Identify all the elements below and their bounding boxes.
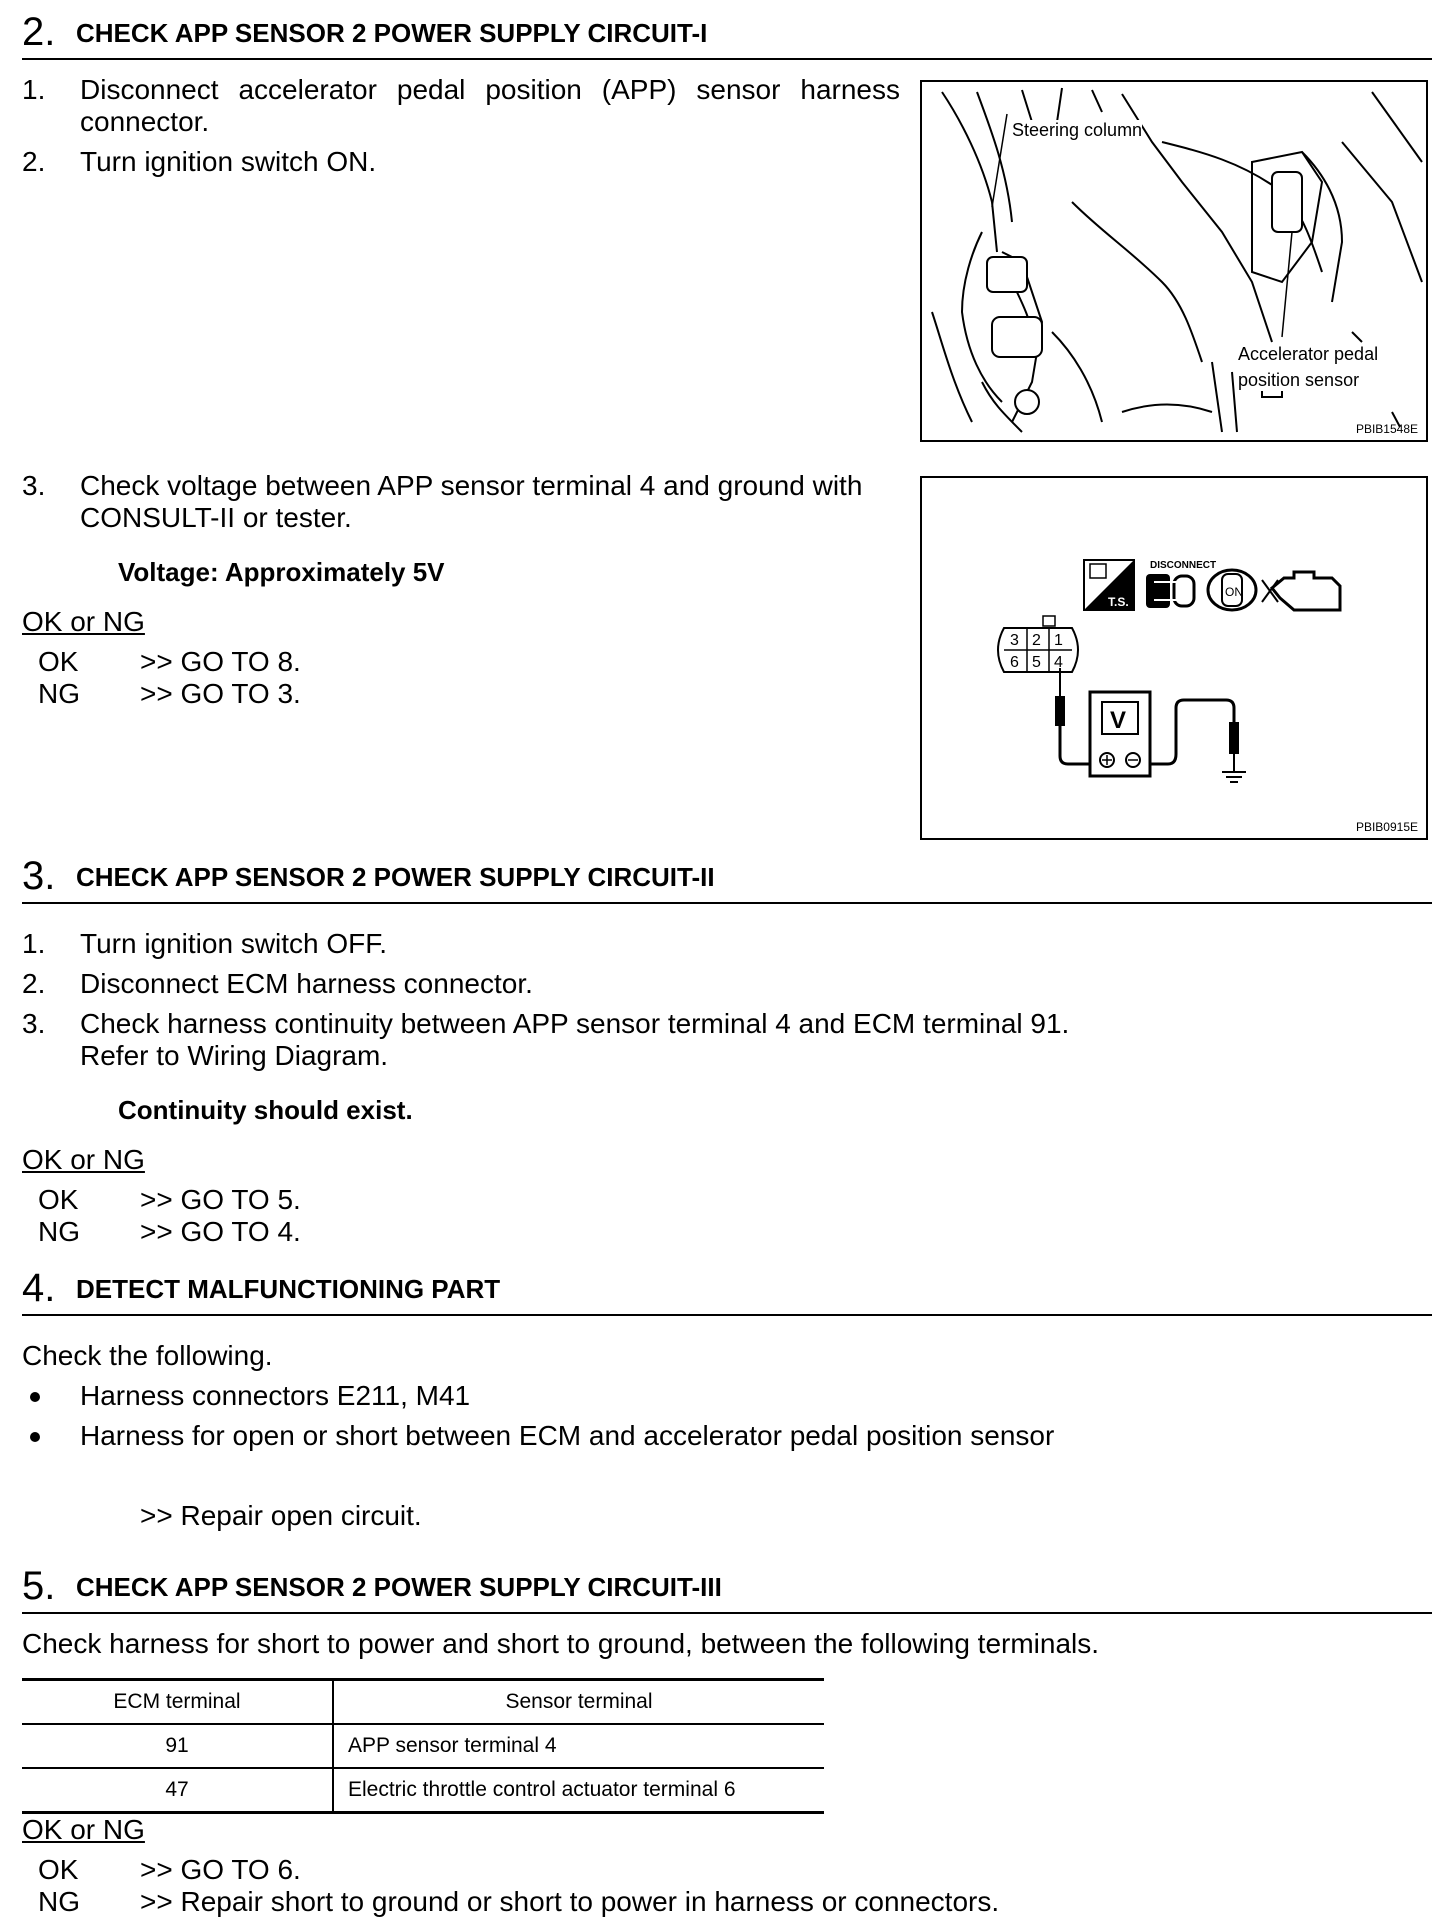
step-4-header — [22, 1268, 1432, 1316]
ok-action: >> GO TO 5. — [140, 1184, 301, 1215]
list-item-text: Check voltage between APP sensor terminal 4 and ground with — [80, 470, 863, 501]
list-number: 1. — [22, 74, 46, 105]
figure-code: PBIB0915E — [1355, 820, 1418, 834]
ng-action: >> GO TO 4. — [140, 1216, 301, 1247]
step-2-header — [22, 12, 1432, 60]
step-title: DETECT MALFUNCTIONING PART — [76, 1274, 501, 1304]
app-sensor-label-line2: position sensor — [1238, 370, 1360, 390]
figure-code: PBIB1548E — [1355, 422, 1418, 436]
list-item-text: Disconnect accelerator pedal position (APP) sensor harness — [80, 74, 900, 105]
ok-action: >> GO TO 6. — [140, 1854, 301, 1885]
ok-ng-label: OK or NG — [22, 606, 145, 637]
on-text: ON — [1225, 585, 1243, 599]
bullet-dot — [30, 1432, 40, 1442]
voltmeter-v: V — [1110, 707, 1127, 734]
ok-action: >> GO TO 8. — [140, 646, 301, 677]
ng-label: NG — [38, 678, 80, 709]
pin-label: 4 — [1054, 654, 1063, 671]
engine-off-icon — [1262, 572, 1340, 610]
table-row — [22, 1768, 824, 1813]
step-number: 3. — [22, 854, 56, 898]
list-number: 1. — [22, 928, 46, 959]
app-sensor-label-line1: Accelerator pedal — [1238, 344, 1379, 364]
ok-ng-label: OK or NG — [22, 1144, 145, 1175]
step-number: 2. — [22, 10, 56, 54]
list-number: 2. — [22, 968, 46, 999]
table-header: Sensor terminal — [333, 1680, 824, 1725]
spec-text: Continuity should exist. — [118, 1095, 413, 1125]
list-item-text: Disconnect ECM harness connector. — [80, 968, 533, 999]
disconnect-icon — [1146, 560, 1216, 608]
terminal-table — [22, 1678, 824, 1814]
list-item-text-cont: connector. — [80, 106, 210, 137]
voltage-check-figure — [920, 476, 1428, 840]
ok-label: OK — [38, 1854, 79, 1885]
intro-text: Check the following. — [22, 1340, 273, 1371]
list-item-text-cont: CONSULT-II or tester. — [80, 502, 352, 533]
table-cell: 47 — [22, 1768, 333, 1813]
step-title: CHECK APP SENSOR 2 POWER SUPPLY CIRCUIT-I — [76, 18, 708, 48]
ng-label: NG — [38, 1216, 80, 1247]
pin-label: 6 — [1010, 654, 1019, 671]
bullet-text: Harness for open or short between ECM and accelerator pedal position sensor — [80, 1420, 1055, 1451]
pin-label: 5 — [1032, 654, 1041, 671]
list-number: 2. — [22, 146, 46, 177]
list-item-text: Check harness continuity between APP sensor terminal 4 and ECM terminal 91. — [80, 1008, 1070, 1039]
ng-label: NG — [38, 1886, 80, 1917]
table-cell: APP sensor terminal 4 — [333, 1724, 824, 1768]
step-5-header — [22, 1566, 1432, 1614]
ng-action: >> Repair short to ground or short to power in harness or connectors. — [140, 1886, 1000, 1917]
table-header-row — [22, 1680, 824, 1725]
list-number: 3. — [22, 1008, 46, 1039]
list-item-text-cont: Refer to Wiring Diagram. — [80, 1040, 389, 1071]
steering-column-label: Steering column — [1012, 120, 1143, 140]
pin-label: 2 — [1032, 632, 1041, 649]
bullet-dot — [30, 1392, 40, 1402]
intro-text: Check harness for short to power and short to ground, between the following terminals. — [22, 1628, 1100, 1659]
app-sensor-connector — [998, 616, 1078, 672]
list-item-text: Turn ignition switch ON. — [80, 146, 377, 177]
table-cell: 91 — [22, 1724, 333, 1768]
step-number: 4. — [22, 1266, 56, 1310]
ng-action: >> GO TO 3. — [140, 678, 301, 709]
table-cell: Electric throttle control actuator terminal 6 — [333, 1768, 824, 1813]
ignition-on-icon — [1208, 570, 1256, 610]
ok-ng-label: OK or NG — [22, 1814, 145, 1845]
ok-label: OK — [38, 646, 79, 677]
pin-label: 3 — [1010, 632, 1019, 649]
table-row — [22, 1724, 824, 1768]
bullet-text: Harness connectors E211, M41 — [80, 1380, 471, 1411]
step-number: 5. — [22, 1564, 56, 1608]
disconnect-text: DISCONNECT — [1150, 560, 1217, 571]
step-title: CHECK APP SENSOR 2 POWER SUPPLY CIRCUIT-II — [76, 862, 715, 892]
voltmeter — [1090, 692, 1150, 776]
action-text: >> Repair open circuit. — [140, 1500, 422, 1531]
list-number: 3. — [22, 470, 46, 501]
step-title: CHECK APP SENSOR 2 POWER SUPPLY CIRCUIT-III — [76, 1572, 722, 1602]
list-item-text: Turn ignition switch OFF. — [80, 928, 388, 959]
ok-label: OK — [38, 1184, 79, 1215]
pedal-location-figure — [920, 80, 1428, 442]
table-header: ECM terminal — [22, 1680, 333, 1725]
voltage-check-diagram — [922, 478, 1426, 838]
pin-label: 1 — [1054, 632, 1063, 649]
spec-text: Voltage: Approximately 5V — [118, 557, 445, 587]
ts-icon — [1084, 560, 1134, 610]
step-3-header — [22, 856, 1432, 904]
ts-text: T.S. — [1108, 595, 1129, 609]
